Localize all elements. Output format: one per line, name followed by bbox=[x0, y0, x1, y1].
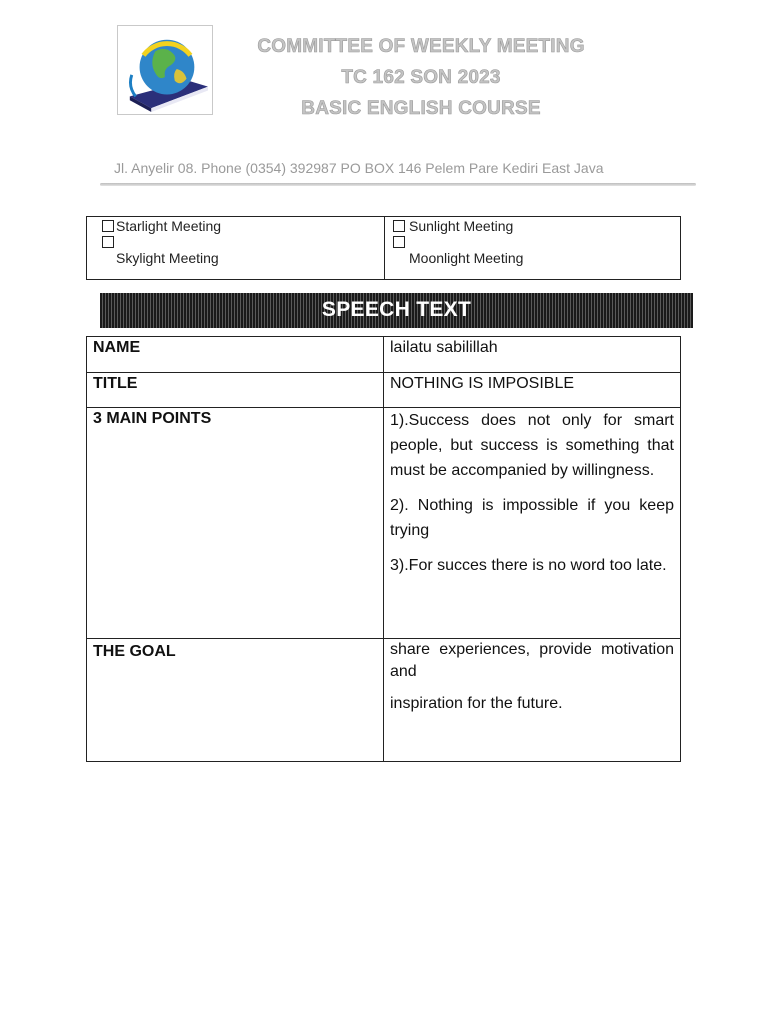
goal-text: inspiration for the future. bbox=[390, 695, 563, 712]
starlight-label: Starlight Meeting bbox=[116, 218, 222, 234]
header-divider bbox=[100, 183, 696, 186]
address-line: Jl. Anyelir 08. Phone (0354) 392987 PO BOX 146 Pelem Pare Kediri East Java bbox=[114, 160, 604, 176]
meeting-type-table bbox=[86, 216, 681, 280]
skylight-checkbox[interactable] bbox=[102, 236, 114, 248]
points-cell bbox=[384, 408, 681, 639]
tc-heading: TC 162 SON 2023 bbox=[341, 67, 501, 88]
committee-heading: COMMITTEE OF WEEKLY MEETING bbox=[257, 36, 585, 57]
skylight-label: Skylight Meeting bbox=[116, 250, 219, 266]
table-row bbox=[87, 337, 681, 373]
table-row bbox=[87, 373, 681, 408]
course-heading: BASIC ENGLISH COURSE bbox=[301, 98, 541, 119]
speech-text-banner bbox=[100, 293, 693, 328]
main-point: 2). Nothing is impossible if you keep trying bbox=[390, 497, 674, 539]
moonlight-label: Moonlight Meeting bbox=[409, 250, 524, 266]
section-title: SPEECH TEXT bbox=[321, 298, 472, 321]
table-row bbox=[87, 639, 681, 762]
title-value: NOTHING IS IMPOSIBLE bbox=[384, 373, 681, 408]
name-value: lailatu sabilillah bbox=[384, 337, 681, 373]
main-point: 3).For succes there is no word too late. bbox=[390, 557, 667, 574]
sunlight-checkbox[interactable] bbox=[393, 220, 405, 232]
title-label: TITLE bbox=[87, 373, 384, 408]
goal-cell bbox=[384, 639, 681, 762]
speech-table bbox=[86, 336, 681, 762]
goal-label: THE GOAL bbox=[87, 639, 384, 762]
moonlight-checkbox[interactable] bbox=[393, 236, 405, 248]
sunlight-label: Sunlight Meeting bbox=[409, 218, 514, 234]
table-row bbox=[87, 408, 681, 639]
starlight-checkbox[interactable] bbox=[102, 220, 114, 232]
goal-text: share experiences, provide motivation and bbox=[390, 641, 674, 680]
column-divider bbox=[384, 217, 385, 279]
main-point: 1).Success does not only for smart people, but success is something that must be accompanied by willingness. bbox=[390, 412, 674, 479]
points-label: 3 MAIN POINTS bbox=[87, 408, 384, 639]
name-label: NAME bbox=[87, 337, 384, 373]
